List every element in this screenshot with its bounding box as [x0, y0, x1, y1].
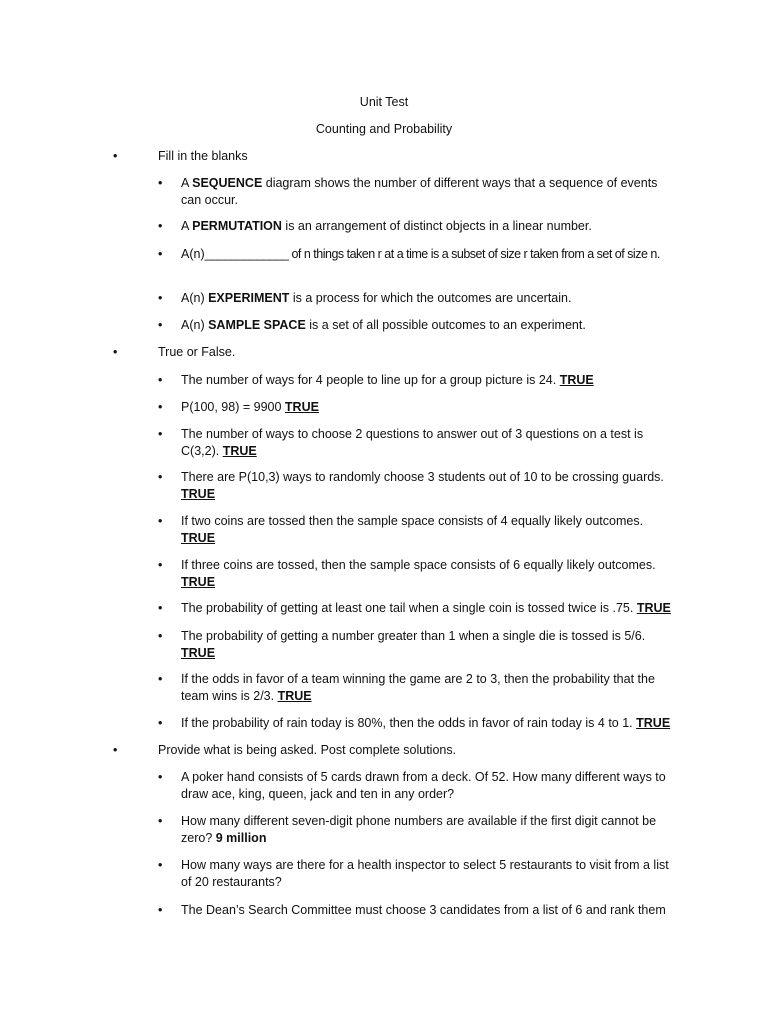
item-text: A(n)_____________ of n things taken r at a time is a subset of size r taken from a set of size n.: [181, 247, 660, 261]
answer-true: TRUE: [636, 716, 671, 730]
item-text: How many different seven-digit phone numbers are available if the first digit cannot be zero? 9 million: [181, 814, 657, 845]
bullet-icon: •: [158, 400, 163, 414]
item-text: A(n) SAMPLE SPACE is a set of all possible outcomes to an experiment.: [181, 318, 586, 332]
item-text: If the probability of rain today is 80%, then the odds in favor of rain today is 4 to 1. TRUE: [181, 716, 671, 730]
item-text: The number of ways for 4 people to line up for a group picture is 24. TRUE: [181, 373, 594, 387]
bullet-icon: •: [158, 176, 163, 190]
bullet-icon: •: [158, 601, 163, 615]
bullet-icon: •: [158, 514, 163, 528]
bullet-icon: •: [158, 427, 163, 441]
bullet-icon: •: [158, 716, 163, 730]
section-label: True or False.: [158, 345, 236, 359]
bullet-icon: •: [158, 814, 163, 828]
item-text: A(n) EXPERIMENT is a process for which the outcomes are uncertain.: [181, 291, 572, 305]
item-text: The number of ways to choose 2 questions to answer out of 3 questions on a test is C(3,2). TRUE: [181, 427, 644, 458]
item-text: A SEQUENCE diagram shows the number of different ways that a sequence of events can occur.: [181, 176, 658, 207]
bullet-icon: •: [158, 629, 163, 643]
item-text: There are P(10,3) ways to randomly choose 3 students out of 10 to be crossing guards. TRUE: [181, 470, 664, 501]
answer-true: TRUE: [181, 531, 216, 545]
bullet-icon: •: [158, 318, 163, 332]
item-text: If two coins are tossed then the sample space consists of 4 equally likely outcomes. TRUE: [181, 514, 644, 545]
bullet-icon: •: [113, 345, 118, 359]
document-title: Unit Test: [359, 95, 409, 109]
item-text: If three coins are tossed, then the sample space consists of 6 equally likely outcomes. TRUE: [181, 558, 656, 589]
item-text: How many ways are there for a health inspector to select 5 restaurants to visit from a list of 20 restaurants?: [181, 858, 669, 889]
answer-true: TRUE: [181, 575, 216, 589]
bullet-icon: •: [113, 149, 118, 163]
section-label: Fill in the blanks: [158, 149, 248, 163]
answer-bold: 9 million: [215, 831, 267, 845]
bullet-icon: •: [158, 219, 163, 233]
item-text: A PERMUTATION is an arrangement of distinct objects in a linear number.: [181, 219, 592, 233]
item-text: The probability of getting a number greater than 1 when a single die is tossed is 5/6. TRUE: [181, 629, 646, 660]
item-text: The Dean’s Search Committee must choose 3 candidates from a list of 6 and rank them: [181, 903, 666, 917]
document-subtitle: Counting and Probability: [315, 122, 453, 136]
bullet-icon: •: [158, 247, 163, 261]
answer-true: TRUE: [222, 444, 257, 458]
answer-true: TRUE: [559, 373, 594, 387]
answer-true: TRUE: [636, 601, 671, 615]
bullet-icon: •: [113, 743, 118, 757]
answer-true: TRUE: [284, 400, 319, 414]
item-text: If the odds in favor of a team winning the game are 2 to 3, then the probability that the team wins is 2/3. TRUE: [181, 672, 655, 703]
item-text: The probability of getting at least one tail when a single coin is tossed twice is .75. TRUE: [181, 601, 671, 615]
bullet-icon: •: [158, 903, 163, 917]
item-text: P(100, 98) = 9900 TRUE: [181, 400, 319, 414]
answer-true: TRUE: [277, 689, 312, 703]
bullet-icon: •: [158, 672, 163, 686]
answer-true: TRUE: [181, 646, 216, 660]
item-text: A poker hand consists of 5 cards drawn from a deck. Of 52. How many different ways to draw ace, king, queen, jack and ten in any order?: [181, 770, 666, 801]
section-label: Provide what is being asked. Post complete solutions.: [158, 743, 457, 757]
bullet-icon: •: [158, 470, 163, 484]
bullet-icon: •: [158, 770, 163, 784]
bullet-icon: •: [158, 858, 163, 872]
answer-true: TRUE: [181, 487, 216, 501]
bullet-icon: •: [158, 291, 163, 305]
bullet-icon: •: [158, 373, 163, 387]
bullet-icon: •: [158, 558, 163, 572]
